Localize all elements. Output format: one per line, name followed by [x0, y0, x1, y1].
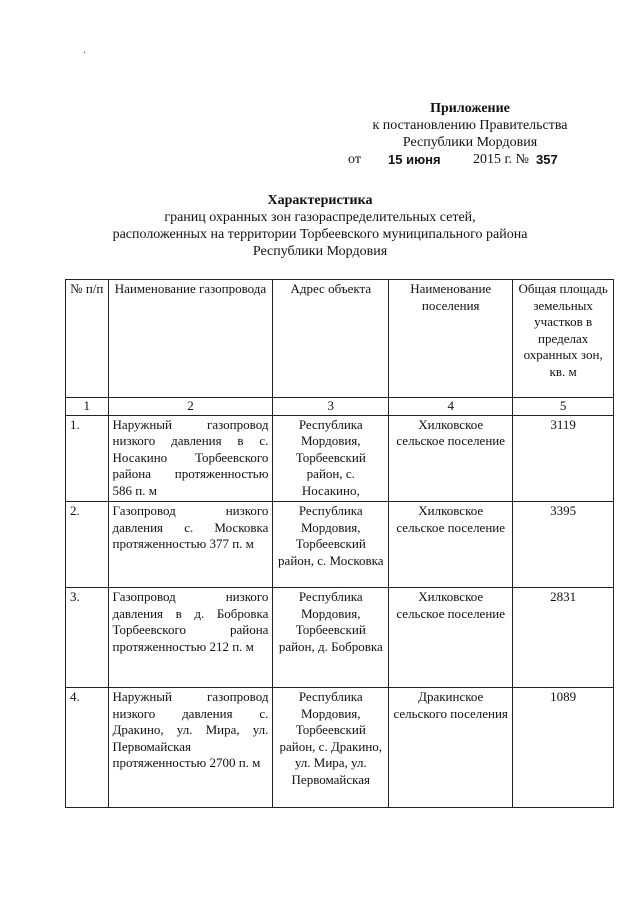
column-number: 4 [389, 398, 513, 416]
table-row [66, 502, 614, 588]
row-address: Республика Мордовия, Торбеевский район, с. Носакино, [273, 415, 389, 502]
heading-title: Характеристика [267, 193, 373, 208]
header-pipeline: Наименование газопровода [108, 280, 273, 398]
appendix-date-line [340, 151, 600, 169]
table-row [66, 588, 614, 688]
row-number: 3. [66, 588, 109, 688]
heading-line-2: расположенных на территории Торбеевского муниципального района [112, 227, 528, 242]
row-pipeline: Наружный газопровод низкого давления в с. Носакино Торбеевского района протяженностью 586 п. м [108, 415, 273, 502]
row-settlement: Хилковское сельское поселение [389, 502, 513, 588]
appendix-line-2: Республики Мордовия [402, 135, 538, 150]
appendix-line-1: к постановлению Правительства [372, 118, 568, 133]
row-number: 4. [66, 688, 109, 808]
header-address: Адрес объекта [273, 280, 389, 398]
column-number: 2 [108, 398, 273, 416]
row-area: 1089 [513, 688, 614, 808]
year-label: 2015 г. № [473, 152, 530, 167]
row-area: 2831 [513, 588, 614, 688]
header-area: Общая площадь земельных участков в пределах охранных зон, кв. м [513, 280, 614, 398]
row-number: 2. [66, 502, 109, 588]
row-settlement: Дракинское сельского поселения [389, 688, 513, 808]
date-prefix: от [348, 152, 361, 167]
table-row [66, 415, 614, 502]
decree-number: 357 [536, 152, 558, 167]
row-pipeline: Газопровод низкого давления в д. Бобровка Торбеевского района протяженностью 212 п. м [108, 588, 273, 688]
row-area: 3395 [513, 502, 614, 588]
row-address: Республика Мордовия, Торбеевский район, с. Московка [273, 502, 389, 588]
appendix-block [340, 100, 600, 169]
row-number: 1. [66, 415, 109, 502]
scan-mark: · [83, 48, 87, 59]
row-pipeline: Газопровод низкого давления с. Московка протяженностью 377 п. м [108, 502, 273, 588]
row-settlement: Хилковское сельское поселение [389, 588, 513, 688]
row-area: 3119 [513, 415, 614, 502]
row-pipeline: Наружный газопровод низкого давления с. Дракино, ул. Мира, ул. Первомайская протяженностью 2700 п. м [108, 688, 273, 808]
table-header-row [66, 280, 614, 398]
header-number: № п/п [66, 280, 109, 398]
column-number: 5 [513, 398, 614, 416]
heading-line-3: Республики Мордовия [252, 244, 388, 259]
row-address: Республика Мордовия, Торбеевский район, с. Дракино, ул. Мира, ул. Первомайская [273, 688, 389, 808]
document-heading [0, 192, 640, 260]
column-number: 1 [66, 398, 109, 416]
heading-line-1: границ охранных зон газораспределительных сетей, [164, 210, 476, 225]
row-settlement: Хилковское сельское поселение [389, 415, 513, 502]
table-row [66, 688, 614, 808]
column-number-row [66, 398, 614, 416]
header-settlement: Наименование поселения [389, 280, 513, 398]
zones-table [65, 279, 614, 808]
column-number: 3 [273, 398, 389, 416]
row-address: Республика Мордовия, Торбеевский район, д. Бобровка [273, 588, 389, 688]
appendix-title: Приложение [430, 101, 510, 116]
date-value: 15 июня [388, 152, 441, 167]
